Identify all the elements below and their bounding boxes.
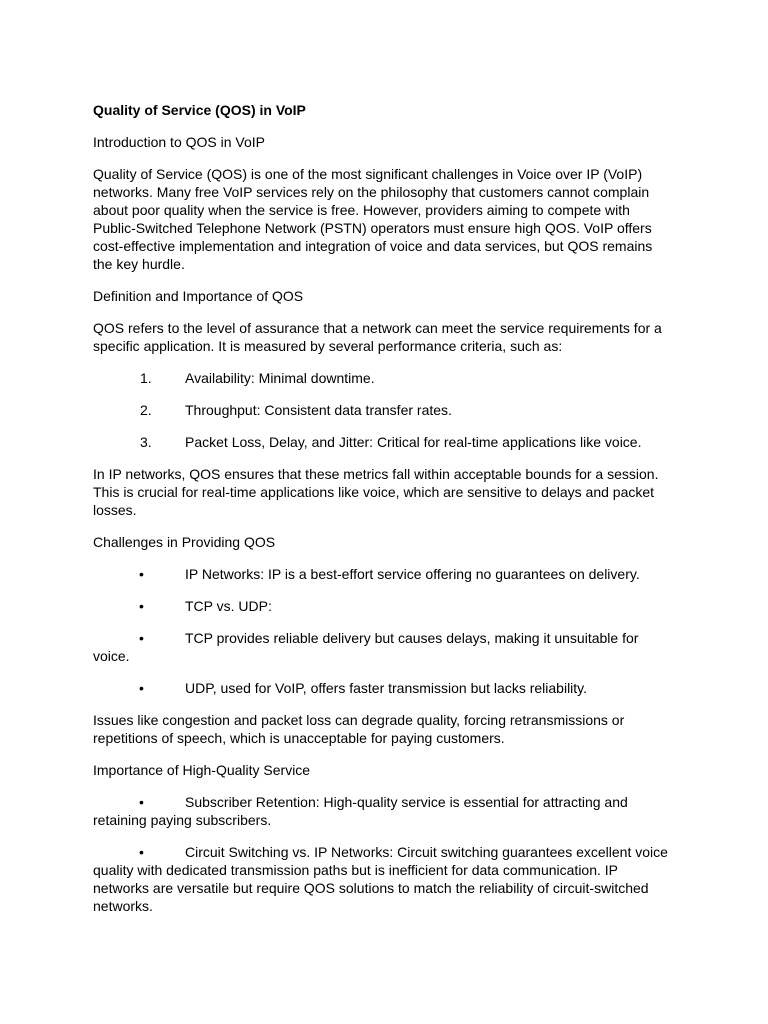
criteria-item-availability xyxy=(93,369,675,387)
issues-paragraph: Issues like congestion and packet loss can degrade quality, forcing retransmissions or repetitions of speech, which is unacceptable for paying customers. xyxy=(93,712,625,746)
list-item-text: UDP, used for VoIP, offers faster transmission but lacks reliability. xyxy=(185,680,588,696)
list-number: 1. xyxy=(140,370,152,386)
list-item-text: Availability: Minimal downtime. xyxy=(185,370,375,386)
list-number: 2. xyxy=(140,402,152,418)
list-item-text: Subscriber Retention: High-quality service is essential for attracting and retaining paying subscribers. xyxy=(93,794,628,828)
challenge-item-udp xyxy=(93,679,675,697)
criteria-item-throughput xyxy=(93,401,675,419)
list-item-text: TCP provides reliable delivery but causes delays, making it unsuitable for voice. xyxy=(93,630,639,664)
ip-paragraph: In IP networks, QOS ensures that these metrics fall within acceptable bounds for a session. This is crucial for real-time applications like voice, which are sensitive to delays and packet losses. xyxy=(93,466,659,518)
importance-item-subscriber-retention xyxy=(93,793,675,829)
list-number: 3. xyxy=(140,434,152,450)
list-item-text: Packet Loss, Delay, and Jitter: Critical for real-time applications like voice. xyxy=(185,434,642,450)
bullet-icon: • xyxy=(139,844,144,860)
bullet-icon: • xyxy=(139,794,144,810)
intro-heading: Introduction to QOS in VoIP xyxy=(93,134,265,150)
challenge-item-tcp-vs-udp xyxy=(93,597,675,615)
bullet-icon: • xyxy=(139,598,144,614)
challenge-item-tcp xyxy=(93,629,675,665)
document-content xyxy=(93,101,675,929)
importance-item-circuit-switching xyxy=(93,843,675,915)
intro-paragraph: Quality of Service (QOS) is one of the most significant challenges in Voice over IP (VoIP) networks. Many free VoIP services rely on the philosophy that customers cannot complain about poor quality when the service is free. However, providers aiming to compete with Public-Switched Telephone Network (PSTN) operators must ensure high QOS. VoIP offers cost-effective implementation and integration of voice and data services, but QOS remains the key hurdle. xyxy=(93,166,653,272)
importance-heading: Importance of High-Quality Service xyxy=(93,762,311,778)
bullet-icon: • xyxy=(139,566,144,582)
list-item-text: Throughput: Consistent data transfer rates. xyxy=(185,402,452,418)
challenge-item-ip-networks xyxy=(93,565,675,583)
list-item-text: Circuit Switching vs. IP Networks: Circuit switching guarantees excellent voice quality with dedicated transmission paths but is inefficient for data communication. IP networks are versatile but require QOS solutions to match the reliability of circuit-switched networks. xyxy=(93,844,668,914)
challenges-heading: Challenges in Providing QOS xyxy=(93,534,276,550)
list-item-text: IP Networks: IP is a best-effort service offering no guarantees on delivery. xyxy=(185,566,640,582)
definition-heading: Definition and Importance of QOS xyxy=(93,288,304,304)
criteria-item-packet-loss xyxy=(93,433,675,451)
bullet-icon: • xyxy=(139,630,144,646)
list-item-text: TCP vs. UDP: xyxy=(185,598,272,614)
document-title: Quality of Service (QOS) in VoIP xyxy=(93,102,306,118)
bullet-icon: • xyxy=(139,680,144,696)
definition-paragraph: QOS refers to the level of assurance that a network can meet the service requirements for a specific application. It is measured by several performance criteria, such as: xyxy=(93,320,662,354)
